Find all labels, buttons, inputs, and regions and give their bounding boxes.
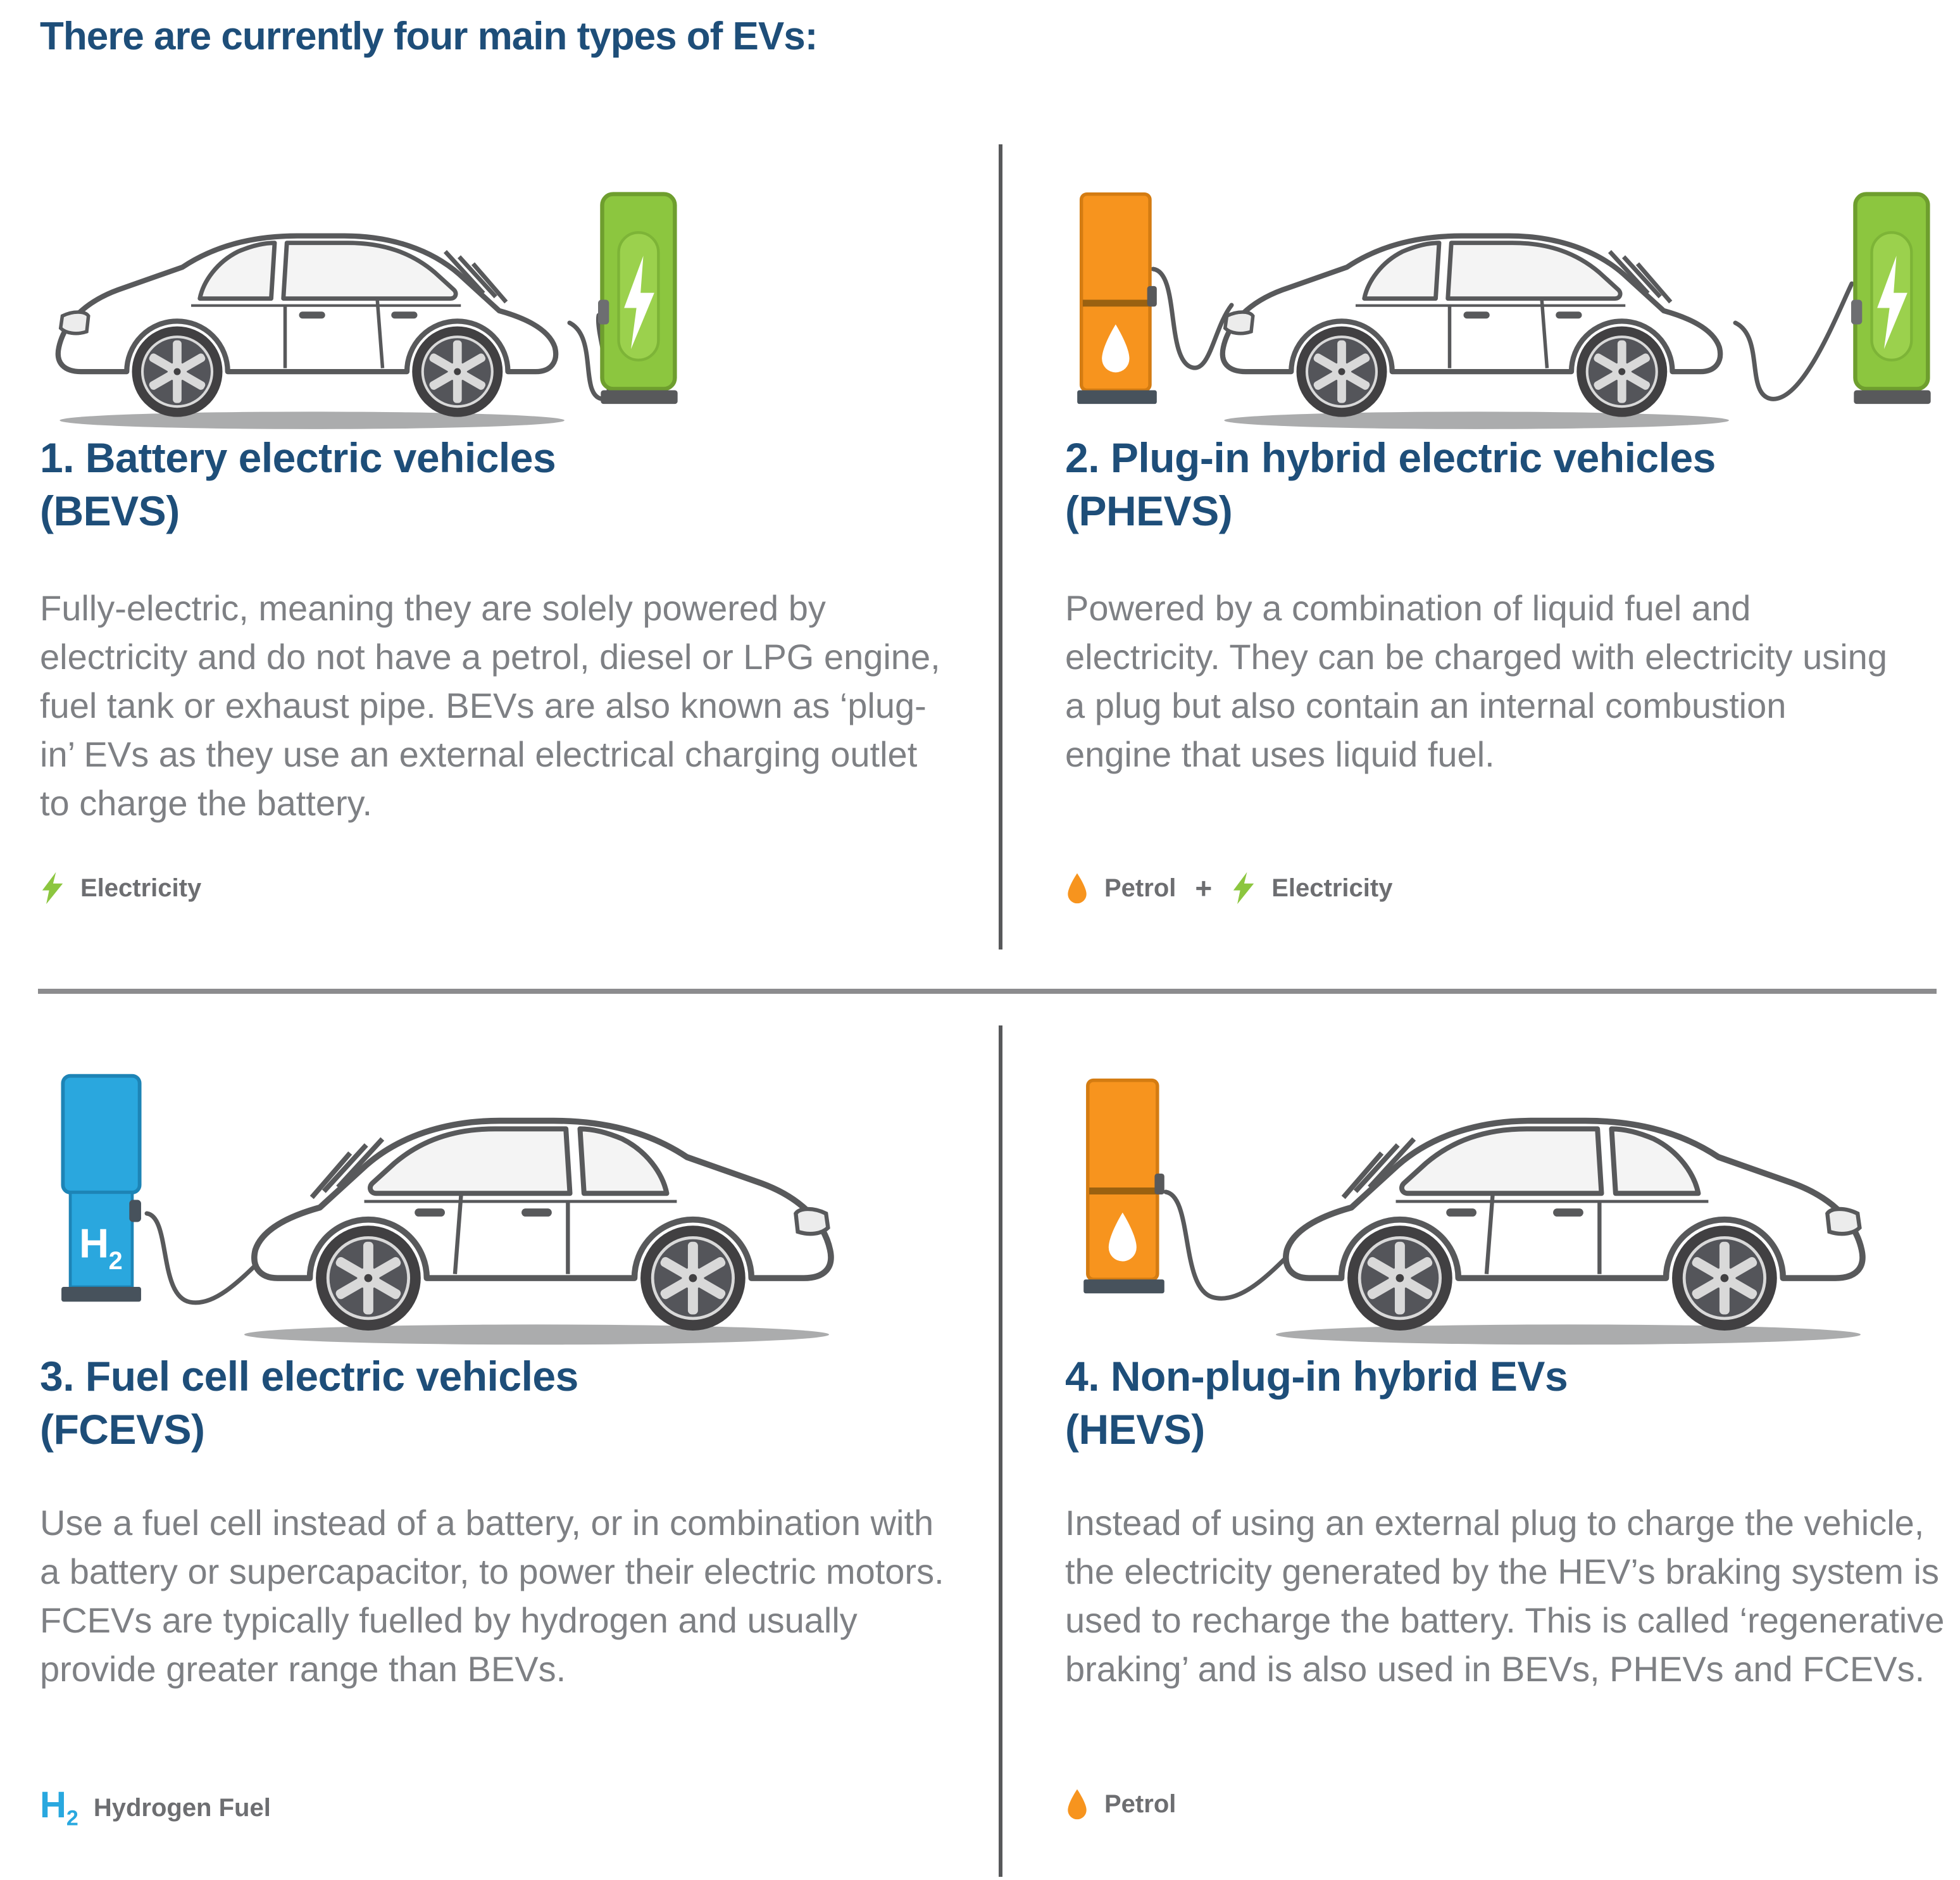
page-title: There are currently four main types of EVs: xyxy=(40,15,818,58)
section-description: Instead of using an external plug to charge the vehicle, the electricity generated by the HEV’s braking system is used to recharge the battery. This is called ‘regenerative braking’ and is also used in BEVs, PHEVs and FCEVs. xyxy=(1065,1503,1945,1689)
vertical-divider-top xyxy=(999,144,1002,949)
fuel-label: Hydrogen Fuel xyxy=(93,1793,271,1822)
car-illustration xyxy=(244,1121,831,1345)
section-heading xyxy=(40,432,556,538)
section-description: Fully-electric, meaning they are solely powered by electricity and do not have a petrol, diesel or LPG engine, fuel tank or exhaust pipe. BEVs are also known as ‘plug-in’ EVs as they use an external electrical charging outlet to charge the battery. xyxy=(40,588,940,823)
electricity-bolt-icon xyxy=(1231,871,1256,905)
fuel-label: Petrol xyxy=(1104,1789,1177,1818)
heading-acronym: (FCEVS) xyxy=(40,1405,205,1453)
car-illustration xyxy=(1276,1121,1863,1345)
heading-acronym: (HEVS) xyxy=(1065,1405,1205,1453)
fuel-label: Electricity xyxy=(80,874,202,902)
bev-car-charging-illustration xyxy=(38,146,690,443)
section-description: Use a fuel cell instead of a battery, or in combination with a battery or supercapacitor, to power their electric motors. FCEVs are typically fuelled by hydrogen and usually provide greater range than BEVs. xyxy=(40,1503,944,1689)
fuel-row xyxy=(1065,1787,1176,1821)
section-heading xyxy=(40,1350,578,1457)
car-illustration xyxy=(58,236,565,429)
quadrant-fcevs xyxy=(38,1048,981,1880)
car-illustration xyxy=(1223,236,1729,429)
fuel-label: Electricity xyxy=(1271,874,1393,902)
heading-line: 1. Battery electric vehicles xyxy=(40,434,556,481)
section-description: Powered by a combination of liquid fuel and electricity. They can be charged with electricity using a plug but also contain an internal combustion engine that uses liquid fuel. xyxy=(1065,588,1887,774)
hydrogen-station xyxy=(61,1076,141,1302)
section-heading xyxy=(1065,1350,1568,1457)
petrol-droplet-icon xyxy=(1065,1787,1089,1821)
ev-charger-station xyxy=(1851,194,1931,404)
heading-acronym: (BEVS) xyxy=(40,487,180,534)
fuel-label: Petrol xyxy=(1104,874,1177,902)
hydrogen-icon: $H_2$ xyxy=(40,1784,78,1831)
heading-acronym: (PHEVS) xyxy=(1065,487,1233,534)
phev-car-charging-illustration xyxy=(1063,146,1949,443)
section-heading xyxy=(1065,432,1716,538)
heading-line: 3. Fuel cell electric vehicles xyxy=(40,1353,578,1400)
plus-sign: + xyxy=(1195,872,1213,905)
horizontal-divider xyxy=(38,989,1937,994)
quadrant-phevs xyxy=(1063,146,1956,987)
fuel-row xyxy=(40,871,201,905)
quadrant-hevs xyxy=(1063,1048,1956,1880)
hev-car-fuelling-illustration xyxy=(1063,1048,1949,1351)
vertical-divider-bottom xyxy=(999,1025,1002,1877)
petrol-pump-station xyxy=(1077,194,1157,404)
electricity-bolt-icon xyxy=(40,871,65,905)
fuel-row xyxy=(1065,871,1392,905)
fcev-car-fuelling-illustration xyxy=(38,1048,962,1351)
petrol-pump-station xyxy=(1083,1081,1164,1294)
heading-line: 2. Plug-in hybrid electric vehicles xyxy=(1065,434,1716,481)
quadrant-bevs xyxy=(38,146,981,987)
ev-charger-station xyxy=(598,194,678,404)
heading-line: 4. Non-plug-in hybrid EVs xyxy=(1065,1353,1568,1400)
petrol-droplet-icon xyxy=(1065,871,1089,905)
fuel-row xyxy=(40,1784,271,1831)
